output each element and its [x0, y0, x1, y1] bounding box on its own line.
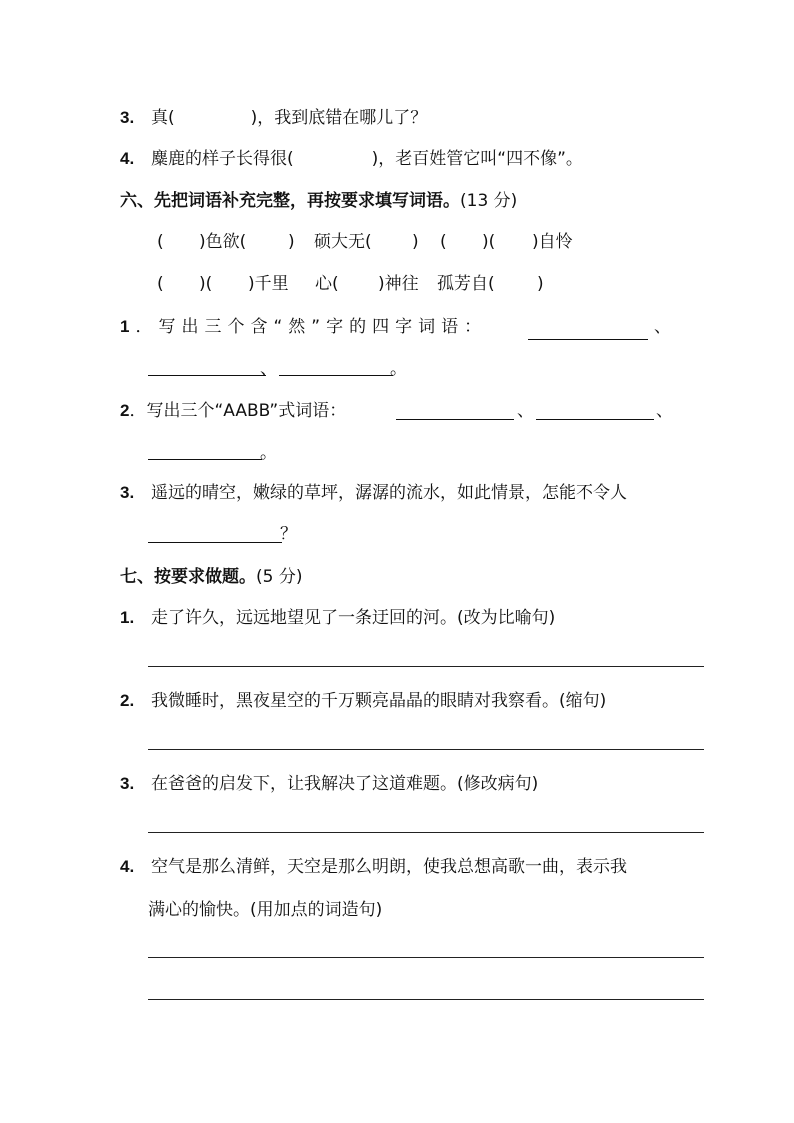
question-7-1: [120, 606, 555, 630]
idiom-part: )(: [199, 274, 213, 294]
separator: 、: [260, 359, 277, 379]
question-number: 3.: [120, 483, 135, 502]
question-text: 我微睡时，黑夜星空的千万颗亮晶晶的眼睛对我察看。(缩句): [151, 691, 607, 711]
answer-line[interactable]: [148, 999, 704, 1000]
section-score: (5 分): [256, 567, 303, 587]
idiom-part: ): [288, 232, 295, 252]
question-number: 1: [120, 317, 136, 336]
section-7-title: [120, 565, 302, 589]
question-text: 在爸爸的启发下，让我解决了这道难题。(修改病句): [151, 774, 539, 794]
question-number: 2: [120, 401, 130, 420]
answer-line[interactable]: [148, 957, 704, 958]
answer-blank[interactable]: [148, 357, 266, 376]
question-text: 真(: [151, 108, 175, 128]
question-number: 4.: [120, 857, 135, 876]
question-6-3: [120, 481, 627, 505]
question-number: 2.: [120, 691, 135, 710]
idiom-part: 心(: [315, 274, 339, 294]
question-7-3: [120, 772, 538, 796]
question-5-3: [120, 106, 427, 130]
question-text: 麋鹿的样子长得很(: [151, 149, 294, 169]
answer-blank[interactable]: [536, 401, 654, 420]
separator: 。: [390, 359, 407, 379]
idiom-part: )神往: [378, 274, 419, 294]
question-text: ．写出三个“AABB”式词语：: [129, 401, 347, 421]
answer-blank[interactable]: [148, 524, 282, 543]
question-5-4: [120, 147, 583, 171]
answer-blank[interactable]: [528, 321, 648, 340]
question-7-4-continued: [148, 898, 382, 922]
answer-blank[interactable]: [148, 441, 262, 460]
question-number: 1.: [120, 608, 135, 627]
question-6-1: [120, 315, 487, 339]
answer-line[interactable]: [148, 666, 704, 667]
separator: 、: [656, 401, 673, 421]
answer-blank[interactable]: [396, 401, 514, 420]
idiom-part: )千里: [248, 274, 289, 294]
question-text: 空气是那么清鲜，天空是那么明朗，使我总想高歌一曲，表示我: [151, 857, 627, 877]
question-number: 3.: [120, 774, 135, 793]
idiom-part: )自怜: [532, 232, 573, 252]
question-text: 遥远的晴空，嫩绿的草坪，潺潺的流水，如此情景，怎能不令人: [151, 483, 627, 503]
question-text: 满心的愉快。(用加点的词造句): [148, 900, 383, 920]
question-number: 3.: [120, 108, 135, 127]
answer-line[interactable]: [148, 749, 704, 750]
section-score: (13 分): [460, 191, 518, 211]
question-text: ．写出三个含“然”字的四字词语：: [135, 317, 488, 337]
answer-blank[interactable]: [279, 357, 393, 376]
idiom-part: ): [537, 274, 544, 294]
question-7-4: [120, 855, 627, 879]
question-6-2: [120, 399, 346, 423]
idiom-part: ): [412, 232, 419, 252]
separator: 、: [654, 317, 671, 337]
question-number: 4.: [120, 149, 135, 168]
idiom-part: )色欲(: [199, 232, 247, 252]
idiom-part: (: [157, 274, 164, 294]
idiom-part: 孤芳自(: [437, 274, 495, 294]
idiom-part: (: [157, 232, 164, 252]
separator: 。: [260, 443, 277, 463]
answer-line[interactable]: [148, 832, 704, 833]
section-title: 六、先把词语补充完整，再按要求填写词语。: [120, 191, 460, 211]
separator: ？: [280, 524, 297, 544]
question-text: 走了许久，远远地望见了一条迂回的河。(改为比喻句): [151, 608, 556, 628]
section-title: 七、按要求做题。: [120, 567, 256, 587]
idiom-part: )(: [482, 232, 496, 252]
separator: 、: [517, 401, 534, 421]
question-7-2: [120, 689, 606, 713]
question-text: )，我到底错在哪儿了？: [250, 108, 428, 128]
idiom-part: 硕大无(: [314, 232, 372, 252]
idiom-part: (: [440, 232, 447, 252]
question-text: )，老百姓管它叫“四不像”。: [371, 149, 583, 169]
section-6-title: [120, 189, 517, 213]
